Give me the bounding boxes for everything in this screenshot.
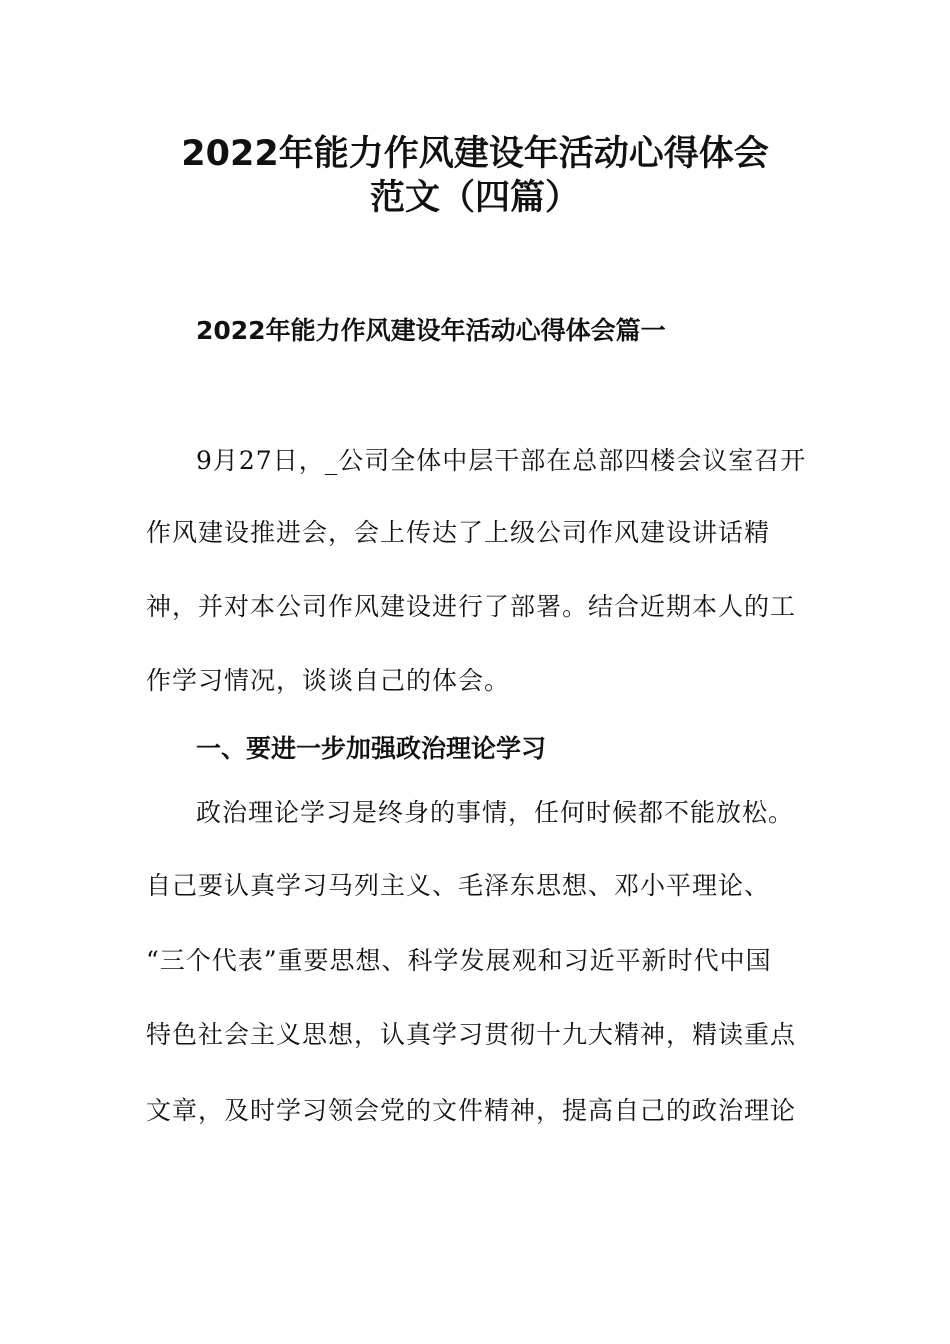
paragraph1-line-4: 作学习情况，谈谈自己的体会。 — [146, 666, 511, 695]
paragraph1-line-3: 神，并对本公司作风建设进行了部署。结合近期本人的工 — [146, 592, 797, 621]
paragraph2-line-1: 政治理论学习是终身的事情，任何时候都不能放松。 — [196, 798, 795, 827]
paragraph2-line-2: 自己要认真学习马列主义、毛泽东思想、邓小平理论、 — [146, 871, 771, 900]
paragraph1-line-2: 作风建设推进会，会上传达了上级公司作风建设讲话精 — [146, 518, 771, 547]
section-title: 2022年能力作风建设年活动心得体会篇一 — [196, 316, 666, 345]
heading-1: 一、要进一步加强政治理论学习 — [196, 734, 547, 763]
paragraph1-line-1: 9月27日，_公司全体中层干部在总部四楼会议室召开 — [196, 446, 807, 475]
paragraph2-line-4: 特色社会主义思想，认真学习贯彻十九大精神，精读重点 — [146, 1020, 797, 1049]
document-title-line-1: 2022年能力作风建设年活动心得体会 — [181, 134, 769, 174]
paragraph2-line-3: “三个代表”重要思想、科学发展观和习近平新时代中国 — [146, 946, 772, 975]
paragraph2-line-5: 文章，及时学习领会党的文件精神，提高自己的政治理论 — [146, 1096, 797, 1125]
document-title-line-2: 范文（四篇） — [369, 178, 580, 218]
